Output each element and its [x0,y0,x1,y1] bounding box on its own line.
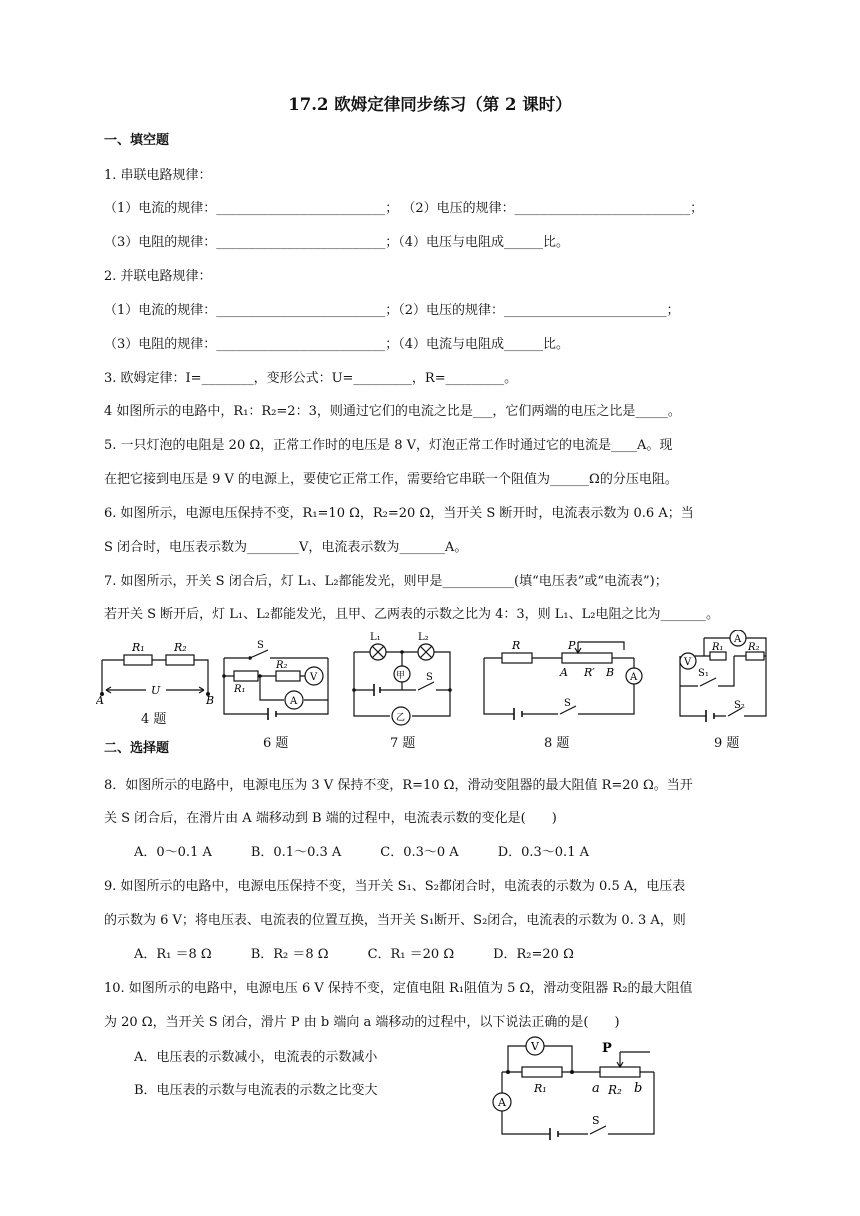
fig10-a-label: A [498,1096,506,1109]
fig8-b-label: B [606,666,615,679]
fig9-ammeter-label: A [734,634,742,645]
fig10-p-label: P [602,1041,612,1056]
section-fill-heading: 一、填空题 [104,133,170,148]
question-1-part-b: （3）电阻的规律：__________________________；（4）电压与电阻成______比。 [104,235,570,250]
figure-9-circuit [676,630,772,726]
fig10-v-label: V [531,1040,539,1053]
fig7-s-label: S [426,672,433,683]
fig7-jia-label: 甲 [396,671,406,681]
question-8-line-1: 8．如图所示的电路中，电源电压为 3 V 保持不变，R=10 Ω，滑动变阻器的最大阻值 R=20 Ω。当开 [104,778,693,793]
fig6-r2-label: R₂ [276,660,288,671]
figure-6-circuit [220,632,332,722]
question-7-line-2: 若开关 S 断开后，灯 L₁、L₂都能发光，且甲、乙两表的示数之比为 4：3，则 L₁、L₂电阻之比为_______。 [104,607,719,622]
question-9-line-1: 9. 如图所示的电路中，电源电压保持不变，当开关 S₁、S₂都闭合时，电流表的示数为 0.5 A，电压表 [104,879,686,894]
question-7-line-1: 7. 如图所示，开关 S 闭合后，灯 L₁、L₂都能发光，则甲是___________(填“电压表”或“电流表”)； [104,574,668,589]
figure-8-caption: 8 题 [544,736,570,751]
figure-7-circuit [350,630,456,730]
question-10-line-1: 10. 如图所示的电路中，电源电压 6 V 保持不变，定值电阻 R₁阻值为 5 Ω，滑动变阻器 R₂的最大阻值 [104,981,693,996]
question-8-line-2: 关 S 闭合后，在滑片由 A 端移动到 B 端的过程中，电流表示数的变化是( ) [104,811,557,826]
question-9-options: A．R₁ ＝8 Ω B．R₂ ＝8 Ω C．R₁ ＝20 Ω D．R₂=20 Ω [134,947,574,962]
fig4-r2-label: R₂ [174,641,187,654]
figure-7-caption: 7 题 [390,736,416,751]
fig4-r1-label: R₁ [132,641,145,654]
figure-10-circuit [490,1034,662,1146]
fig4-a-label: A [96,694,104,704]
fig10-r1-label: R₁ [534,1082,547,1095]
fig6-r1-label: R₁ [234,684,246,695]
question-5-line-1: 5. 一只灯泡的电阻是 20 Ω，正常工作时的电压是 8 V，灯泡正常工作时通过它的电流是____A。现 [104,438,673,453]
fig10-a-end-label: a [592,1081,600,1096]
fig6-v-label: V [310,672,318,683]
fig8-a-label: A [560,666,568,679]
section-choice-heading: 二、选择题 [104,741,170,756]
fig4-b-label: B [206,694,214,704]
question-9-line-2: 的示数为 6 V；将电压表、电流表的位置互换，当开关 S₁断开、S₂闭合，电流表的示数为 0. 3 A，则 [104,913,686,928]
question-10-option-b: B．电压表的示数与电流表的示数之比变大 [134,1083,378,1098]
fig7-l1-label: L₁ [370,632,381,643]
question-6-line-2: S 闭合时，电压表示数为________V，电流表示数为_______A。 [104,540,468,555]
question-2: 2. 并联电路规律： [104,269,212,284]
fig8-p-label: P [568,639,576,652]
fig4-u-label: U [151,684,161,697]
question-2-part-b: （3）电阻的规律：__________________________；（4）电流与电阻成______比。 [104,337,570,352]
fig9-s2-label: S₂ [734,700,745,711]
figure-8-circuit [478,636,650,722]
fig8-rp-label: R′ [584,666,595,679]
fig6-s-label: S [257,640,264,651]
figure-9-caption: 9 题 [714,736,740,751]
figure-4-caption: 4 题 [141,712,167,727]
question-6-line-1: 6. 如图所示，电源电压保持不变，R₁=10 Ω，R₂=20 Ω，当开关 S 断开时，电流表示数为 0.6 A；当 [104,506,694,521]
fig8-r-label: R [512,639,521,652]
fig7-l2-label: L₂ [418,632,429,643]
fig8-ammeter-label: A [630,672,638,683]
question-1-part-a: （1）电流的规律：__________________________； （2）电压的规律：___________________________； [104,201,704,216]
fig10-s-label: S [592,1114,600,1127]
figure-6-caption: 6 题 [263,736,289,751]
question-10-option-a: A．电压表的示数减小，电流表的示数减小 [134,1050,378,1065]
question-4: 4 如图所示的电路中，R₁：R₂=2：3，则通过它们的电流之比是___，它们两端的电压之比是_____。 [104,404,681,419]
question-2-part-a: （1）电流的规律：__________________________；（2）电压的规律：_________________________； [104,303,680,318]
page-title: 17.2 欧姆定律同步练习（第 2 课时） [288,95,572,114]
fig10-b-end-label: b [634,1081,643,1096]
figure-4-circuit [96,632,214,704]
question-8-options: A．0～0.1 A B．0.1～0.3 A C．0.3～0 A D．0.3～0.1 A [134,845,589,860]
fig6-a-label: A [290,696,298,707]
question-3: 3. 欧姆定律：I=________，变形公式：U=_________，R=_________。 [104,371,518,386]
question-10-line-2: 为 20 Ω，当开关 S 闭合，滑片 P 由 b 端向 a 端移动的过程中，以下说法正确的是( ) [104,1015,620,1030]
question-1: 1. 串联电路规律： [104,168,212,183]
fig9-s1-label: S₁ [698,668,709,679]
fig7-yi-label: 乙 [396,713,406,723]
fig9-r1-label: R₁ [712,642,724,653]
fig9-v-label: V [684,657,692,668]
fig10-r2-label: R₂ [608,1083,622,1097]
question-5-line-2: 在把它接到电压是 9 V 的电源上，要使它正常工作，需要给它串联一个阻值为______Ω的分压电阻。 [104,472,678,487]
fig8-s-label: S [564,698,571,709]
fig9-r2-label: R₂ [748,642,760,653]
